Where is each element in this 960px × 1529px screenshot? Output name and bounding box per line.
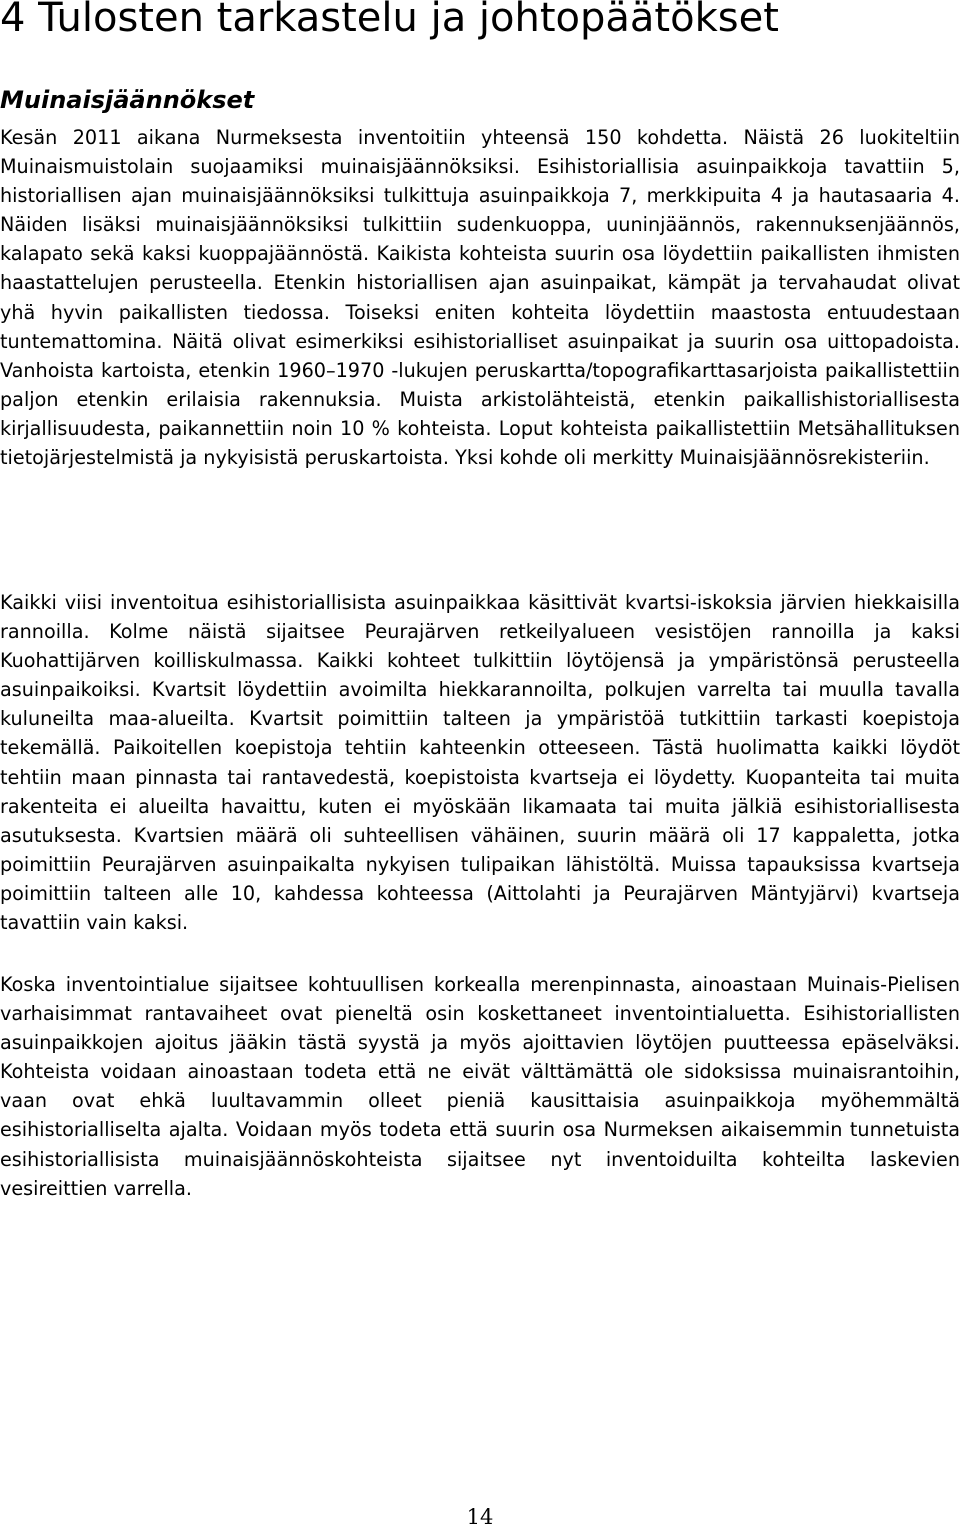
chapter-title: 4 Tulosten tarkastelu ja johtopäätökset <box>0 0 779 41</box>
body-paragraph: Kesän 2011 aikana Nurmeksesta inventoitiin yhteensä 150 kohdetta. Näistä 26 luokiteltiin Muinaismuistolain suojaamiksi muinaisjäännöksiksi. Esihistoriallisia asuinpaikkoja tavattiin 5, historiallisen ajan muinaisjäännöksiksi tulkittuja asuinpaikkoja 7, merkkipuita 4 ja hautasaaria 4. Näiden lisäksi muinaisjäännöksiksi tulkittiin sudenkuoppa, uuninjäännös, rakennuksenjäännös, kalapato sekä kaksi kuoppajäännöstä. Kaikista kohteista suurin osa löydettiin paikallisten ihmisten haastattelujen perusteella. Etenkin historiallisen ajan asuinpaikat, kämpät ja tervahaudat olivat yhä hyvin paikallisten tiedossa. Toiseksi eniten kohteita löydettiin maastosta entuudestaan tuntemattomina. Näitä olivat esimerkiksi esihistorialliset asuinpaikat ja suurin osa uittopadoista. Vanhoista kartoista, etenkin 1960–1970 -lukujen peruskartta/topografikarttasarjoista paikallistettiin paljon etenkin erilaisia rakennuksia. Muista arkistolähteistä, etenkin paikallishistoriallisesta kirjallisuudesta, paikannettiin noin 10 % kohteista. Loput kohteista paikallistettiin Metsähallituksen tietojärjestelmistä ja nykyisistä peruskartoista. Yksi kohde oli merkitty Muinaisjäännösrekisteriin. <box>0 126 960 470</box>
page-number: 14 <box>466 1505 494 1529</box>
body-paragraph: Kaikki viisi inventoitua esihistoriallisista asuinpaikkaa käsittivät kvartsi-iskoksia järvien hiekkaisilla rannoilla. Kolme näistä sijaitsee Peurajärven retkeilyalueen vesistöjen rannoilla ja kaksi Kuohattijärven koilliskulmassa. Kaikki kohteet tulkittiin löytöjensä ja ympäristönsä perusteella asuinpaikoiksi. Kvartsit löydettiin avoimilta hiekkarannoilta, polkujen varrelta tai muulla tavalla kuluneilta maa-alueilta. Kvartsit poimittiin talteen ja ympäristöä tutkittiin tarkasti koepistoja tekemällä. Paikoitellen koepistoja tehtiin kahteenkin otteeseen. Tästä huolimatta kaikki löydöt tehtiin maan pinnasta tai rantavedestä, koepistoista kvartseja ei löydetty. Kuopanteita tai muita rakenteita ei alueilta havaittu, kuten ei myöskään likamaata tai muita jälkiä esihistoriallisesta asutuksesta. Kvartsien määrä oli suhteellisen vähäinen, suurin määrä oli 17 kappaletta, jotka poimittiin Peurajärven asuinpaikalta nykyisen tulipaikan lähistöltä. Muissa tapauksissa kvartseja poimittiin talteen alle 10, kahdessa kohteessa (Aittolahti ja Peurajärven Mäntyjärvi) kvartseja tavattiin vain kaksi. <box>0 591 960 935</box>
body-paragraph: Koska inventointialue sijaitsee kohtuullisen korkealla merenpinnasta, ainoastaan Muinais-Pielisen varhaisimmat rantavaiheet ovat pieneltä osin koskettaneet inventointialuetta. Esihistoriallisten asuinpaikkojen ajoitus jääkin tästä syystä ja myös ajoittavien löytöjen puutteessa epäselväksi. Kohteista voidaan ainoastaan todeta että ne eivät välttämättä ole sidoksissa muinaisrantoihin, vaan ovat ehkä luultavammin olleet pieniä kausittaisia asuinpaikkoja myöhemmältä esihistorialliselta ajalta. Voidaan myös todeta että suurin osa Nurmeksen aikaisemmin tunnetuista esihistoriallisista muinaisjäännöskohteista sijaitsee nyt inventoiduilta kohteilta laskevien vesireittien varrella. <box>0 973 960 1200</box>
section-heading: Muinaisjäännökset <box>0 86 255 114</box>
